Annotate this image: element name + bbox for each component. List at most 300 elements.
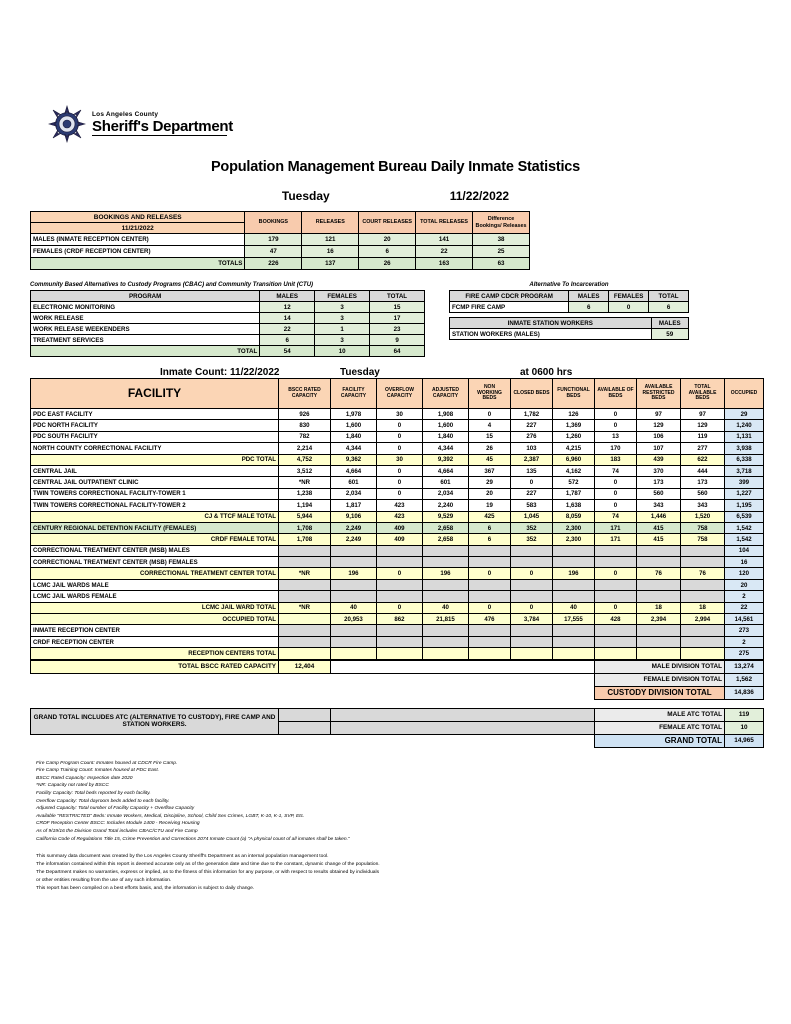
spacer	[279, 734, 331, 747]
cell: 74	[595, 511, 637, 522]
cell: 2	[725, 591, 764, 602]
facility-name: PDC SOUTH FACILITY	[31, 431, 279, 442]
cell: 415	[637, 534, 681, 545]
cell: 758	[681, 534, 725, 545]
cell: 6	[469, 522, 511, 533]
cell: 135	[511, 465, 553, 476]
table-row	[31, 234, 530, 246]
cell: 22	[725, 602, 764, 613]
facility-name: CORRECTIONAL TREATMENT CENTER (MSB) FEMALES	[31, 557, 279, 568]
cell	[595, 648, 637, 659]
cell: 22	[260, 324, 315, 335]
cell	[553, 636, 595, 647]
report-day: Tuesday	[281, 189, 330, 203]
spacer	[331, 660, 595, 673]
report-date: 11/22/2022	[449, 189, 510, 203]
row-label-females: FEMALES (CRDF RECEPTION CENTER)	[31, 246, 245, 258]
cell: 2,387	[511, 454, 553, 465]
spacer	[279, 708, 331, 721]
cell: 2,658	[423, 522, 469, 533]
cell: 1,131	[725, 431, 764, 442]
disclaimer	[36, 853, 791, 892]
cell	[469, 545, 511, 556]
cell: 2,034	[331, 488, 377, 499]
alt-caption: Alternative To Incarceration	[529, 282, 609, 288]
facility-name: CRDF FEMALE TOTAL	[31, 534, 279, 545]
cell: 0	[377, 431, 423, 442]
cell: 227	[511, 420, 553, 431]
cell: 782	[279, 431, 331, 442]
spacer	[331, 686, 595, 699]
cell: 6,539	[725, 511, 764, 522]
agency-name	[92, 112, 233, 136]
facility-name: TWIN TOWERS CORRECTIONAL FACILITY-TOWER 2	[31, 500, 279, 511]
cell: *NR	[279, 568, 331, 579]
cell: 9,529	[423, 511, 469, 522]
cell	[681, 545, 725, 556]
cell	[331, 636, 377, 647]
male-atc-total-value: 119	[725, 708, 764, 721]
cell	[279, 625, 331, 636]
cell: 19	[469, 500, 511, 511]
cell	[637, 625, 681, 636]
inmate-count-header	[30, 367, 763, 378]
cell: 4,344	[423, 443, 469, 454]
cell: 15	[469, 431, 511, 442]
facility-name: CORRECTIONAL TREATMENT CENTER (MSB) MALES	[31, 545, 279, 556]
row-label: ELECTRONIC MONITORING	[31, 302, 260, 313]
cell: 21,815	[423, 614, 469, 625]
cell: 0	[595, 602, 637, 613]
cell	[423, 591, 469, 602]
disclaimer-line: This summary data document was created by the Los Angeles County Sheriff's Department as an internal population management tool.	[36, 854, 329, 860]
page-title: Population Management Bureau Daily Inmate Statistics	[210, 159, 581, 175]
cell: 444	[681, 465, 725, 476]
cell: 1,240	[725, 420, 764, 431]
facility-table-header	[31, 379, 764, 409]
cell: 20	[725, 579, 764, 590]
spacer	[279, 673, 331, 686]
cell: 74	[595, 465, 637, 476]
cell	[511, 591, 553, 602]
cell: 0	[377, 568, 423, 579]
cell: 97	[681, 409, 725, 420]
col-non-working-beds: NON WORKING BEDS	[469, 379, 511, 409]
cell	[377, 591, 423, 602]
spacer	[331, 708, 595, 721]
cell: 6	[649, 302, 689, 313]
table-row	[31, 591, 764, 602]
table-row	[31, 579, 764, 590]
table-row	[31, 648, 764, 659]
cell: 226	[245, 258, 302, 270]
cell	[331, 625, 377, 636]
table-row	[31, 409, 764, 420]
cell: 1,369	[553, 420, 595, 431]
cell: 171	[595, 522, 637, 533]
cell: 4,162	[553, 465, 595, 476]
row-label: WORK RELEASE WEEKENDERS	[31, 324, 260, 335]
facility-name: CRDF RECEPTION CENTER	[31, 636, 279, 647]
cell: 1,542	[725, 534, 764, 545]
row-label-total: TOTAL	[31, 346, 260, 357]
cell	[331, 545, 377, 556]
cell: 583	[511, 500, 553, 511]
cell: 0	[377, 477, 423, 488]
facility-name: CORRECTIONAL TREATMENT CENTER TOTAL	[31, 568, 279, 579]
cell: 439	[637, 454, 681, 465]
table-row	[31, 636, 764, 647]
cell: 275	[725, 648, 764, 659]
row-label-totals: TOTALS	[31, 258, 245, 270]
female-atc-total-label: FEMALE ATC TOTAL	[595, 721, 725, 734]
spacer	[331, 721, 595, 734]
cell: 3,718	[725, 465, 764, 476]
cell: 196	[553, 568, 595, 579]
cell	[469, 591, 511, 602]
col-total-releases: TOTAL RELEASES	[416, 212, 473, 234]
spacer	[279, 721, 331, 734]
table-row	[31, 313, 425, 324]
cell: 758	[681, 522, 725, 533]
row-label: FCMP FIRE CAMP	[450, 302, 569, 313]
col-closed-beds: CLOSED BEDS	[511, 379, 553, 409]
facility-name: CENTURY REGIONAL DETENTION FACILITY (FEMALES)	[31, 522, 279, 533]
col-functional-beds: FUNCTIONAL BEDS	[553, 379, 595, 409]
facility-name: LCMC JAIL WARD TOTAL	[31, 602, 279, 613]
disclaimer-line: or other entities resulting from the use of any such information.	[36, 877, 172, 883]
table-row	[31, 488, 764, 499]
col-facility-capacity: FACILITY CAPACITY	[331, 379, 377, 409]
cell: 17	[370, 313, 425, 324]
cell: 2,300	[553, 534, 595, 545]
cell	[681, 591, 725, 602]
cell: 40	[331, 602, 377, 613]
cell	[511, 545, 553, 556]
cell: 6	[260, 335, 315, 346]
col-males: MALES	[651, 318, 689, 329]
cell	[637, 557, 681, 568]
cell: 2,300	[553, 522, 595, 533]
cell: 560	[681, 488, 725, 499]
cell: 0	[595, 500, 637, 511]
cell	[681, 636, 725, 647]
cell: 0	[595, 488, 637, 499]
table-row	[31, 686, 764, 699]
male-atc-total-label: MALE ATC TOTAL	[595, 708, 725, 721]
table-row	[31, 708, 764, 721]
cell: 15	[370, 302, 425, 313]
cell	[681, 625, 725, 636]
cell: 196	[331, 568, 377, 579]
logo-divider	[92, 135, 227, 136]
cell: 0	[511, 568, 553, 579]
male-division-total-label: MALE DIVISION TOTAL	[595, 660, 725, 673]
cell	[423, 545, 469, 556]
cell: 47	[245, 246, 302, 258]
cell: 1	[315, 324, 370, 335]
cell: 76	[681, 568, 725, 579]
cell: 6,960	[553, 454, 595, 465]
cell: 59	[651, 329, 689, 340]
cell: 273	[725, 625, 764, 636]
cell: 2,214	[279, 443, 331, 454]
facility-name: OCCUPIED TOTAL	[31, 614, 279, 625]
footnote-line: Available "RESTRICTED" Beds: Inmate Workers, Medical, Discipline, School, Child Sex Crimes, LGBT, K-10, K-1, SVP, Etc.	[36, 813, 305, 819]
fire-camp-table	[449, 290, 689, 313]
cell: 1,542	[725, 522, 764, 533]
cell: 121	[302, 234, 359, 246]
cell: 1,840	[331, 431, 377, 442]
table-row	[31, 557, 764, 568]
footnote-line: As of 9/19/16 the Division Grand Total includes CBAC/CTU and Fire Camp	[36, 828, 198, 834]
cell: 173	[637, 477, 681, 488]
table-row	[31, 465, 764, 476]
cell	[377, 625, 423, 636]
totals-table	[30, 660, 764, 700]
female-division-total-value: 1,562	[725, 673, 764, 686]
bookings-table	[30, 211, 530, 270]
cell: 3	[315, 313, 370, 324]
cell: 16	[725, 557, 764, 568]
col-program: PROGRAM	[31, 291, 260, 302]
cell: 560	[637, 488, 681, 499]
cbac-section	[30, 282, 425, 357]
cell: *NR	[279, 477, 331, 488]
cell: 0	[377, 420, 423, 431]
table-row	[31, 534, 764, 545]
cell: 76	[637, 568, 681, 579]
cell: 0	[377, 602, 423, 613]
cell: 107	[637, 443, 681, 454]
cell	[553, 648, 595, 659]
cell	[279, 591, 331, 602]
cell	[331, 579, 377, 590]
cell: 183	[595, 454, 637, 465]
cell: 4,664	[331, 465, 377, 476]
cell: 29	[725, 409, 764, 420]
table-row	[31, 673, 764, 686]
cell: 2,249	[331, 534, 377, 545]
cell: 1,708	[279, 534, 331, 545]
inmate-count-time: at 0600 hrs	[520, 367, 573, 378]
table-row	[31, 568, 764, 579]
col-available-of-beds: AVAILABLE OF BEDS	[595, 379, 637, 409]
cell	[511, 557, 553, 568]
cell: 0	[377, 465, 423, 476]
disclaimer-line: The information contained within this report is deemed accurate only as of the generation date and time due to the constant, dynamic change of the population.	[36, 861, 380, 867]
bscc-total-label: TOTAL BSCC RATED CAPACITY	[31, 660, 279, 673]
cell	[595, 545, 637, 556]
cell: 1,600	[331, 420, 377, 431]
cell	[423, 557, 469, 568]
cell: 1,195	[725, 500, 764, 511]
row-label-males: MALES (INMATE RECEPTION CENTER)	[31, 234, 245, 246]
cell: 5,944	[279, 511, 331, 522]
cell	[511, 636, 553, 647]
cell: 18	[681, 602, 725, 613]
col-bscc-rated-capacity: BSCC RATED CAPACITY	[279, 379, 331, 409]
cell: 4,752	[279, 454, 331, 465]
cell: 16	[302, 246, 359, 258]
cell: 572	[553, 477, 595, 488]
cell	[553, 557, 595, 568]
cell: 12	[260, 302, 315, 313]
row-label: STATION WORKERS (MALES)	[450, 329, 652, 340]
col-adjusted-capacity: ADJUSTED CAPACITY	[423, 379, 469, 409]
table-row	[31, 660, 764, 673]
cell	[553, 625, 595, 636]
cell: 1,446	[637, 511, 681, 522]
disclaimer-line: This report has been compiled on a best efforts basis, and, the information is subject to daily change.	[36, 885, 255, 891]
cell: 2,994	[681, 614, 725, 625]
cell	[423, 579, 469, 590]
cell: 13	[595, 431, 637, 442]
cell	[637, 648, 681, 659]
cell	[681, 579, 725, 590]
spacer	[31, 673, 279, 686]
cell	[595, 625, 637, 636]
cell	[377, 557, 423, 568]
cell: 0	[469, 602, 511, 613]
cell: 30	[377, 454, 423, 465]
footnotes	[36, 760, 791, 844]
cbac-caption: Community Based Alternatives to Custody Programs (CBAC) and Community Transition Unit (CTU)	[30, 282, 314, 288]
facility-name: CJ & TTCF MALE TOTAL	[31, 511, 279, 522]
col-difference: Difference Bookings/ Releases	[473, 212, 530, 234]
male-division-total-value: 13,274	[725, 660, 764, 673]
col-inmate-station-workers: INMATE STATION WORKERS	[450, 318, 652, 329]
cell: 30	[377, 409, 423, 420]
cbac-table	[30, 290, 425, 357]
cell: 163	[416, 258, 473, 270]
agency-county: Los Angeles County	[92, 111, 159, 119]
cell: 1,908	[423, 409, 469, 420]
cell	[279, 545, 331, 556]
cell: 120	[725, 568, 764, 579]
alternative-to-incarceration-section	[449, 282, 689, 357]
cell: 20	[359, 234, 416, 246]
bookings-subdate: 11/21/2022	[31, 223, 245, 234]
cell: 6	[359, 246, 416, 258]
cell: 1,260	[553, 431, 595, 442]
cell: 343	[681, 500, 725, 511]
col-court-releases: COURT RELEASES	[359, 212, 416, 234]
col-overflow-capacity: OVERFLOW CAPACITY	[377, 379, 423, 409]
cell: 1,194	[279, 500, 331, 511]
cell	[511, 579, 553, 590]
cell: 0	[377, 443, 423, 454]
cell: 409	[377, 522, 423, 533]
cell: 1,600	[423, 420, 469, 431]
table-row	[31, 246, 530, 258]
cell	[595, 591, 637, 602]
facility-name: PDC NORTH FACILITY	[31, 420, 279, 431]
table-row	[31, 420, 764, 431]
grand-total-note: GRAND TOTAL INCLUDES ATC (ALTERNATIVE TO CUSTODY), FIRE CAMP AND STATION WORKERS.	[31, 708, 279, 734]
table-row	[31, 614, 764, 625]
cell: 3	[315, 335, 370, 346]
cell: 14,561	[725, 614, 764, 625]
row-label: TREATMENT SERVICES	[31, 335, 260, 346]
cell: 29	[469, 477, 511, 488]
facility-name: PDC EAST FACILITY	[31, 409, 279, 420]
cell: 179	[245, 234, 302, 246]
cell: 415	[637, 522, 681, 533]
cell: 0	[377, 488, 423, 499]
bookings-and-releases-section	[30, 211, 791, 270]
cell: 2,034	[423, 488, 469, 499]
cell: 3,512	[279, 465, 331, 476]
cell	[331, 557, 377, 568]
cell: 126	[553, 409, 595, 420]
cell: 38	[473, 234, 530, 246]
col-total: TOTAL	[649, 291, 689, 302]
facility-name: INMATE RECEPTION CENTER	[31, 625, 279, 636]
custody-division-total-label: CUSTODY DIVISION TOTAL	[595, 686, 725, 699]
cell	[637, 545, 681, 556]
cell: 0	[469, 568, 511, 579]
bscc-total-value: 12,404	[279, 660, 331, 673]
col-males: MALES	[260, 291, 315, 302]
cell	[595, 636, 637, 647]
table-row	[31, 324, 425, 335]
cell: 17,555	[553, 614, 595, 625]
table-row	[31, 602, 764, 613]
table-row-total	[31, 346, 425, 357]
cell: 601	[423, 477, 469, 488]
cell: 4,344	[331, 443, 377, 454]
cell	[331, 648, 377, 659]
cell: 103	[511, 443, 553, 454]
col-facility: FACILITY	[31, 379, 279, 409]
cell: 0	[511, 477, 553, 488]
cell	[377, 636, 423, 647]
facility-table	[30, 378, 764, 660]
cell: 1,045	[511, 511, 553, 522]
agency-logo	[0, 0, 791, 143]
cell: 0	[595, 477, 637, 488]
cell: 409	[377, 534, 423, 545]
cell	[331, 591, 377, 602]
col-available-restricted-beds: AVAILABLE RESTRICTED BEDS	[637, 379, 681, 409]
cell: 0	[469, 409, 511, 420]
cell	[377, 648, 423, 659]
facility-name: NORTH COUNTY CORRECTIONAL FACILITY	[31, 443, 279, 454]
table-row	[31, 522, 764, 533]
bookings-title: BOOKINGS AND RELEASES	[31, 212, 245, 223]
cell	[595, 557, 637, 568]
cell: 476	[469, 614, 511, 625]
cell: 9,392	[423, 454, 469, 465]
cell: 4,664	[423, 465, 469, 476]
cell	[423, 648, 469, 659]
cell: 423	[377, 500, 423, 511]
grand-total-label: GRAND TOTAL	[595, 734, 725, 747]
cell	[595, 579, 637, 590]
col-bookings: BOOKINGS	[245, 212, 302, 234]
cell	[377, 545, 423, 556]
cell: 170	[595, 443, 637, 454]
footnote-line: Fire Camp Training Count: Inmates housed at PDC East.	[36, 768, 160, 774]
cell: 14	[260, 313, 315, 324]
cell: 8,059	[553, 511, 595, 522]
cell: 1,787	[553, 488, 595, 499]
table-row	[31, 500, 764, 511]
spacer	[31, 734, 279, 747]
cell: 40	[553, 602, 595, 613]
cell: 0	[595, 420, 637, 431]
